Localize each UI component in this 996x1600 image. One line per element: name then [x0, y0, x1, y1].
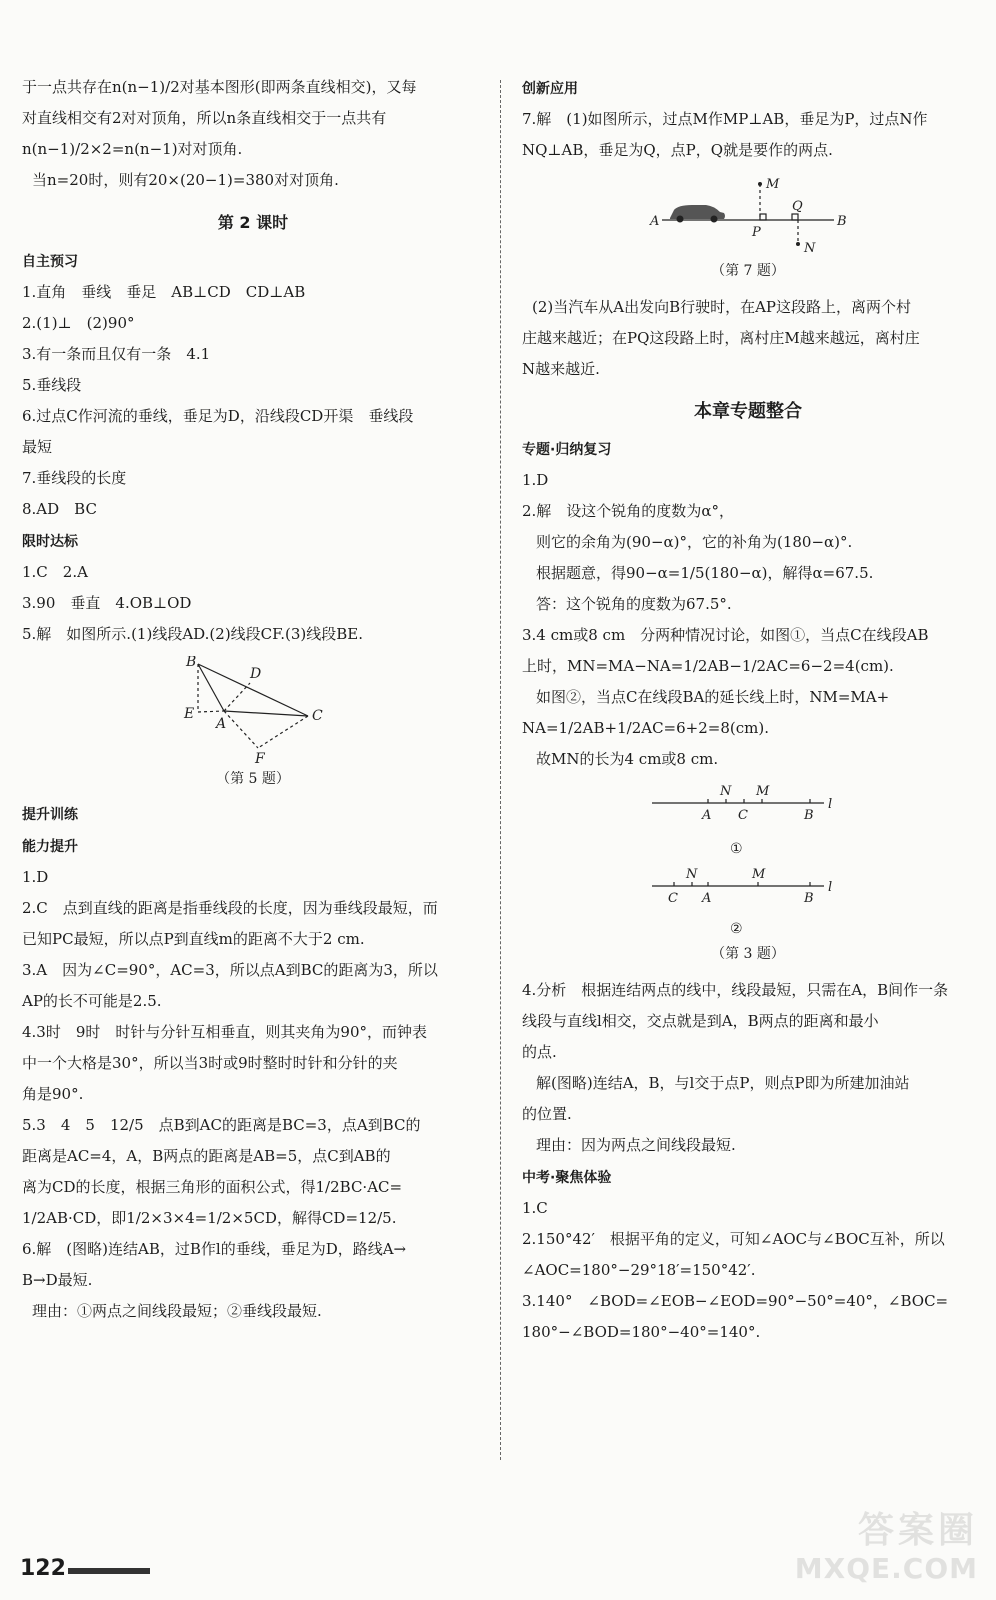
chuangxin-line: N越来越近.	[522, 360, 600, 378]
fig3b-label: M	[752, 867, 766, 882]
tisheng-line: 中一个大格是30°，所以当3时或9时整时时针和分针的夹	[22, 1054, 398, 1072]
fig5-line-ad	[224, 683, 250, 711]
tisheng-line: AP的长不可能是2.5.	[22, 992, 162, 1010]
zhuanti-line: 线段与直线l相交，交点就是到A，B两点的距离和最小	[522, 1012, 879, 1030]
fig7-right-angle-p	[760, 214, 766, 220]
watermark-text: 答案圈	[857, 1510, 978, 1551]
xianshi-line: 1.C 2.A	[22, 563, 88, 581]
fig3b-label: B	[804, 891, 814, 906]
chuangxin-line: 7.解 (1)如图所示，过点M作MP⊥AB，垂足为P，过点N作	[522, 110, 928, 128]
zhuanti-line: 的点.	[522, 1043, 557, 1061]
tisheng-line: 4.3时 9时 时针与分针互相垂直，则其夹角为90°，而钟表	[22, 1023, 427, 1041]
fig3b-label: C	[668, 891, 678, 906]
zizhu-line: 7.垂线段的长度	[22, 469, 127, 487]
figure-q3	[648, 781, 848, 941]
xianshi-line: 5.解 如图所示.(1)线段AD.(2)线段CF.(3)线段BE.	[22, 625, 363, 643]
figure-q5	[178, 656, 328, 766]
left-column	[22, 72, 484, 1327]
zhuanti-line: 2.解 设这个锐角的度数为α°，	[522, 502, 734, 520]
fig5-line-ea	[198, 711, 224, 712]
zhuanti-line: 解(图略)连结A，B，与l交于点P，则点P即为所建加油站	[536, 1074, 910, 1092]
right-column	[522, 72, 974, 1348]
zhongkao-line: 180°−∠BOD=180°−40°=140°.	[522, 1323, 761, 1341]
fig5-line-af	[224, 711, 258, 748]
fig5-label: B	[186, 656, 197, 670]
zhuanti-line: NA=1/2AB+1/2AC=6+2=8(cm).	[522, 719, 769, 737]
tisheng-line: 5.3 4 5 12/5 点B到AC的距离是BC=3，点A到BC的	[22, 1116, 421, 1134]
zhuanti-line: 故MN的长为4 cm或8 cm.	[536, 750, 719, 768]
chapter-title: 本章专题整合	[694, 401, 802, 422]
page-number: 122	[20, 1556, 66, 1581]
fig3a-label: B	[804, 808, 814, 823]
fig7-right-angle-q	[792, 214, 798, 220]
tisheng-line: 1/2AB·CD，即1/2×3×4=1/2×5CD，解得CD=12/5.	[22, 1209, 397, 1227]
zhongkao-line: 3.140° ∠BOD=∠EOB−∠EOD=90°−50°=40°，∠BOC=	[522, 1292, 949, 1310]
zizhu-line: 1.直角 垂线 垂足 AB⊥CD CD⊥AB	[22, 283, 306, 301]
fig3a-label: M	[756, 784, 770, 799]
zhuanti-line: 理由：因为两点之间线段最短.	[536, 1136, 736, 1154]
fig7-point-n	[796, 242, 800, 246]
fig5-line-ac	[224, 711, 308, 716]
fig3a-label: N	[720, 784, 732, 799]
zhuanti-line: 3.4 cm或8 cm 分两种情况讨论，如图①，当点C在线段AB	[522, 626, 929, 644]
cont-line-4: 当n=20时，则有20×(20−1)=380对对顶角.	[32, 171, 339, 189]
tisheng-line: B→D最短.	[22, 1271, 93, 1289]
fig5-label: A	[216, 716, 227, 732]
tisheng-line: 已知PC最短，所以点P到直线m的距离不大于2 cm.	[22, 930, 365, 948]
figure-q7	[648, 172, 848, 258]
zizhu-line: 8.AD BC	[22, 500, 97, 518]
zhuanti-line: 4.分析 根据连结两点的线中，线段最短，只需在A，B间作一条	[522, 981, 949, 999]
zhongkao-line: 2.150°42′ 根据平角的定义，可知∠AOC与∠BOC互补，所以	[522, 1230, 945, 1248]
fig7-label: A	[650, 214, 660, 229]
watermark-logo	[758, 1500, 978, 1590]
tisheng-line: 离为CD的长度，根据三角形的面积公式，得1/2BC·AC=	[22, 1178, 403, 1196]
tisheng-line: 2.C 点到直线的距离是指垂线段的长度，因为垂线段最短，而	[22, 899, 438, 917]
fig5-label: E	[184, 706, 195, 722]
tisheng-line: 理由：①两点之间线段最短；②垂线段最短.	[32, 1302, 322, 1320]
fig3b-label: N	[686, 867, 698, 882]
figure-caption-q5: （第 5 题）	[216, 771, 290, 787]
fig7-label: B	[837, 214, 847, 229]
section-heading-xianshi: 限时达标	[22, 534, 78, 550]
fig3a-label: C	[738, 808, 748, 823]
chuangxin-line: NQ⊥AB，垂足为Q，点P，Q就是要作的两点.	[522, 141, 833, 159]
tisheng-line: 距离是AC=4，A，B两点的距离是AB=5，点C到AB的	[22, 1147, 391, 1165]
chuangxin-line: (2)当汽车从A出发向B行驶时，在AP这段路上，离两个村	[532, 298, 912, 316]
zizhu-line: 最短	[22, 438, 53, 456]
page-number-bar	[68, 1568, 150, 1574]
lesson-title: 第 2 课时	[217, 213, 289, 232]
section-heading-zhongkao: 中考·聚焦体验	[522, 1170, 612, 1186]
zizhu-line: 3.有一条而且仅有一条 4.1	[22, 345, 211, 363]
xianshi-line: 3.90 垂直 4.OB⊥OD	[22, 594, 192, 612]
cont-line-2: 对直线相交有2对对顶角，所以n条直线相交于一点共有	[22, 109, 387, 127]
zizhu-line: 6.过点C作河流的垂线，垂足为D，沿线段CD开渠 垂线段	[22, 407, 414, 425]
fig3a-mark: ①	[730, 841, 743, 857]
zhuanti-line: 答：这个锐角的度数为67.5°.	[536, 595, 732, 613]
zizhu-line: 5.垂线段	[22, 376, 82, 394]
fig7-label: N	[804, 241, 816, 256]
fig5-label: F	[255, 751, 265, 766]
section-heading-chuangxin: 创新应用	[522, 81, 578, 97]
subsection-heading-nengli: 能力提升	[22, 839, 78, 855]
tisheng-line: 3.A 因为∠C=90°，AC=3，所以点A到BC的距离为3，所以	[22, 961, 438, 979]
fig5-label: C	[312, 708, 323, 724]
tisheng-line: 角是90°.	[22, 1085, 84, 1103]
zhuanti-line: 上时，MN=MA−NA=1/2AB−1/2AC=6−2=4(cm).	[522, 657, 894, 675]
fig5-line-cf	[258, 716, 308, 748]
section-heading-zhuanti: 专题·归纳复习	[522, 442, 612, 458]
fig7-label: Q	[792, 199, 803, 214]
zhuanti-line: 则它的余角为(90−α)°，它的补角为(180−α)°.	[536, 533, 853, 551]
figure-caption-q3: （第 3 题）	[711, 946, 785, 962]
fig3b-label: A	[702, 891, 712, 906]
watermark-url: MXQE.COM	[794, 1552, 978, 1585]
zhongkao-line: 1.C	[522, 1199, 548, 1217]
zhuanti-line: 1.D	[522, 471, 549, 489]
cont-line-3: n(n−1)/2×2=n(n−1)对对顶角.	[22, 140, 243, 158]
figure-caption-q7: （第 7 题）	[711, 263, 785, 279]
fig3a-label: A	[702, 808, 712, 823]
zizhu-line: 2.(1)⊥ (2)90°	[22, 314, 135, 332]
fig3b-mark: ②	[730, 921, 743, 937]
chuangxin-line: 庄越来越近；在PQ这段路上时，离村庄M越来越远，离村庄	[522, 329, 920, 347]
tisheng-line: 1.D	[22, 868, 49, 886]
fig5-line-ba	[198, 664, 224, 711]
section-heading-zizhu: 自主预习	[22, 254, 78, 270]
zhuanti-line: 根据题意，得90−α=1/5(180−α)，解得α=67.5.	[536, 564, 874, 582]
fig7-point-m	[758, 182, 762, 186]
section-heading-tisheng: 提升训练	[22, 807, 78, 823]
fig3b-label: l	[828, 880, 833, 895]
column-divider	[500, 80, 501, 1460]
tisheng-line: 6.解 (图略)连结AB，过B作l的垂线，垂足为D，路线A→	[22, 1240, 407, 1258]
fig7-label: M	[766, 177, 780, 192]
zhuanti-line: 的位置.	[522, 1105, 572, 1123]
fig3a-label: l	[828, 797, 833, 812]
cont-line-1: 于一点共存在n(n−1)/2对基本图形(即两条直线相交)，又每	[22, 78, 417, 96]
fig5-label: D	[250, 666, 262, 682]
zhuanti-line: 如图②，当点C在线段BA的延长线上时，NM=MA+	[536, 688, 890, 706]
zhongkao-line: ∠AOC=180°−29°18′=150°42′.	[522, 1261, 756, 1279]
fig7-label: P	[752, 225, 761, 240]
